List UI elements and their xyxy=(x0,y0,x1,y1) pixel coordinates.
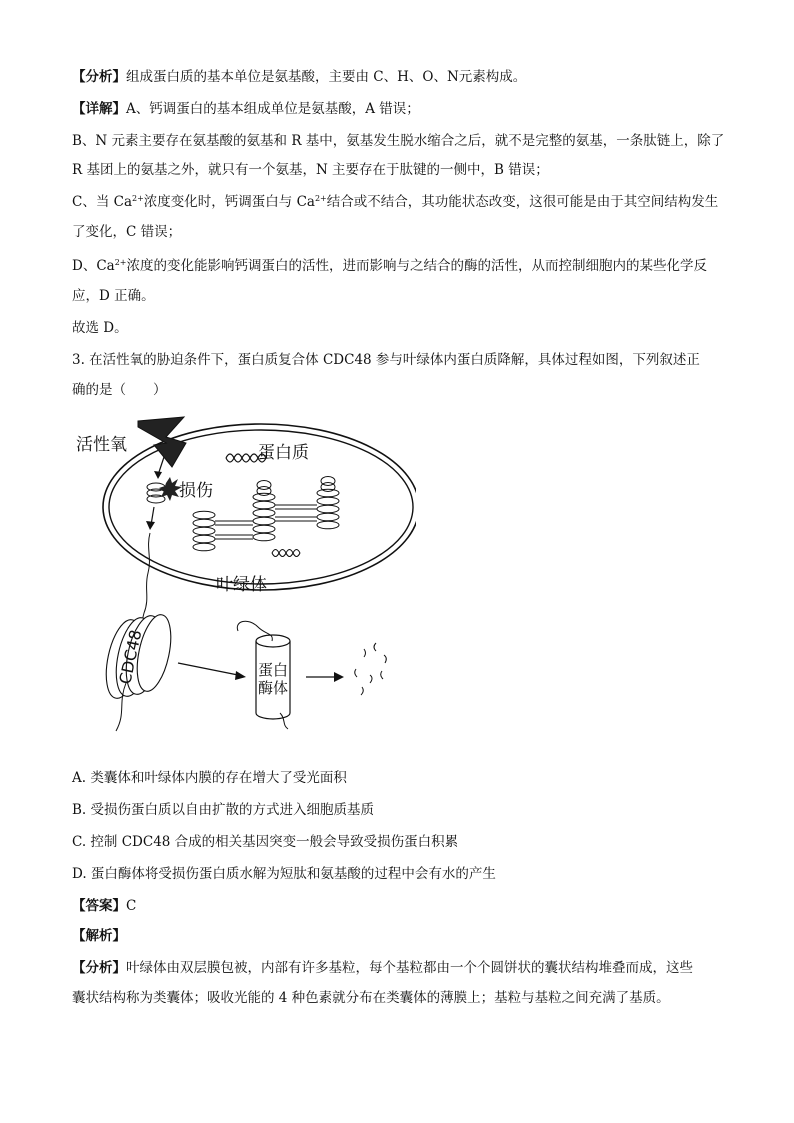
explain-tag: 【解析】 xyxy=(72,928,126,944)
detail-choose: 故选 D。 xyxy=(72,320,128,336)
label-damage: 损伤 xyxy=(179,481,213,501)
detail-line-c2: 了变化，C 错误； xyxy=(72,224,182,240)
analysis2-tag: 【分析】 xyxy=(72,960,126,976)
peptide-fragments xyxy=(355,643,387,695)
answer-value: C xyxy=(126,898,137,914)
question-line-2: 确的是（ ） xyxy=(72,382,167,398)
detail-line-d2: 应，D 正确。 xyxy=(72,288,155,304)
label-protein: 蛋白质 xyxy=(258,443,309,463)
granum-middle xyxy=(253,493,275,541)
d1-superscript: 2+ xyxy=(114,258,127,267)
answer-tag: 【答案】 xyxy=(72,898,126,914)
analysis-tag: 【分析】 xyxy=(72,69,126,85)
d1-pre: D、Ca xyxy=(72,258,115,274)
grana-stacks xyxy=(193,477,339,551)
c1-pre: C、当 Ca xyxy=(72,194,132,210)
arrow-to-proteasome xyxy=(178,663,238,675)
label-ros: 活性氧 xyxy=(76,435,127,455)
granum-left xyxy=(193,511,215,551)
damage-arrowhead xyxy=(146,521,155,530)
detail-a-text: A、钙调蛋白的基本组成单位是氨基酸，A 错误； xyxy=(126,101,420,117)
detail-line-d1 xyxy=(72,256,707,276)
label-proteasome-1: 蛋白 xyxy=(258,661,289,679)
analysis-line xyxy=(72,67,526,87)
explain-line xyxy=(72,926,126,946)
detail-line-c1 xyxy=(72,192,718,212)
d1-post: 浓度的变化能影响钙调蛋白的活性，进而影响与之结合的酶的活性，从而控制细胞内的某些化学反 xyxy=(126,258,707,274)
arrow-to-fragments-head xyxy=(334,672,344,682)
answer-line xyxy=(72,896,136,916)
option-b: B. 受损伤蛋白质以自由扩散的方式进入细胞质基质 xyxy=(72,802,375,818)
option-d: D. 蛋白酶体将受损伤蛋白质水解为短肽和氨基酸的过程中会有水的产生 xyxy=(72,866,496,882)
label-proteasome-2: 酶体 xyxy=(258,679,289,697)
detail-line-b1: B、N 元素主要存在氨基酸的氨基和 R 基中，氨基发生脱水缩合之后，就不是完整的氨基，一条肽链上，除了 xyxy=(72,133,725,149)
cdc48-complex xyxy=(100,612,177,731)
detail-tag: 【详解】 xyxy=(72,101,126,117)
analysis2-line-1 xyxy=(72,958,693,978)
label-cdc48: CDC48 xyxy=(115,628,146,686)
detail-line-a xyxy=(72,99,420,119)
analysis2-text-1: 叶绿体由双层膜包被，内部有许多基粒，每个基粒都由一个个圆饼状的囊状结构堆叠而成，这些 xyxy=(126,960,693,976)
c1-superscript-2: 2+ xyxy=(314,194,327,203)
analysis2-line-2: 囊状结构称为类囊体；吸收光能的 4 种色素就分布在类囊体的薄膜上；基粒与基粒之间充满了基质。 xyxy=(72,990,670,1006)
ros-arrowhead xyxy=(154,471,162,479)
option-c: C. 控制 CDC48 合成的相关基因突变一般会导致受损伤蛋白积累 xyxy=(72,834,459,850)
c1-superscript: 2+ xyxy=(132,194,144,203)
option-a: A. 类囊体和叶绿体内膜的存在增大了受光面积 xyxy=(72,770,347,786)
c1-post: 结合或不结合，其功能状态改变，这很可能是由于其空间结构发生 xyxy=(326,194,719,210)
detail-line-b2: R 基团上的氨基之外，就只有一个氨基，N 主要存在于肽键的一侧中，B 错误； xyxy=(72,162,549,178)
c1-mid: 浓度变化时，钙调蛋白与 Ca xyxy=(143,194,315,210)
damaged-protein xyxy=(147,483,165,503)
label-chloroplast: 叶绿体 xyxy=(216,575,267,595)
chloroplast-degradation-diagram xyxy=(66,413,416,743)
granum-right xyxy=(317,489,339,529)
question-line-1: 3. 在活性氧的胁迫条件下，蛋白质复合体 CDC48 参与叶绿体内蛋白质降解，具体过程如图，下列叙述正 xyxy=(72,352,700,368)
arrow-to-proteasome-head xyxy=(235,671,246,680)
analysis-text: 组成蛋白质的基本单位是氨基酸，主要由 C、H、O、N元素构成。 xyxy=(126,69,527,85)
protein-coil-small xyxy=(272,550,300,557)
